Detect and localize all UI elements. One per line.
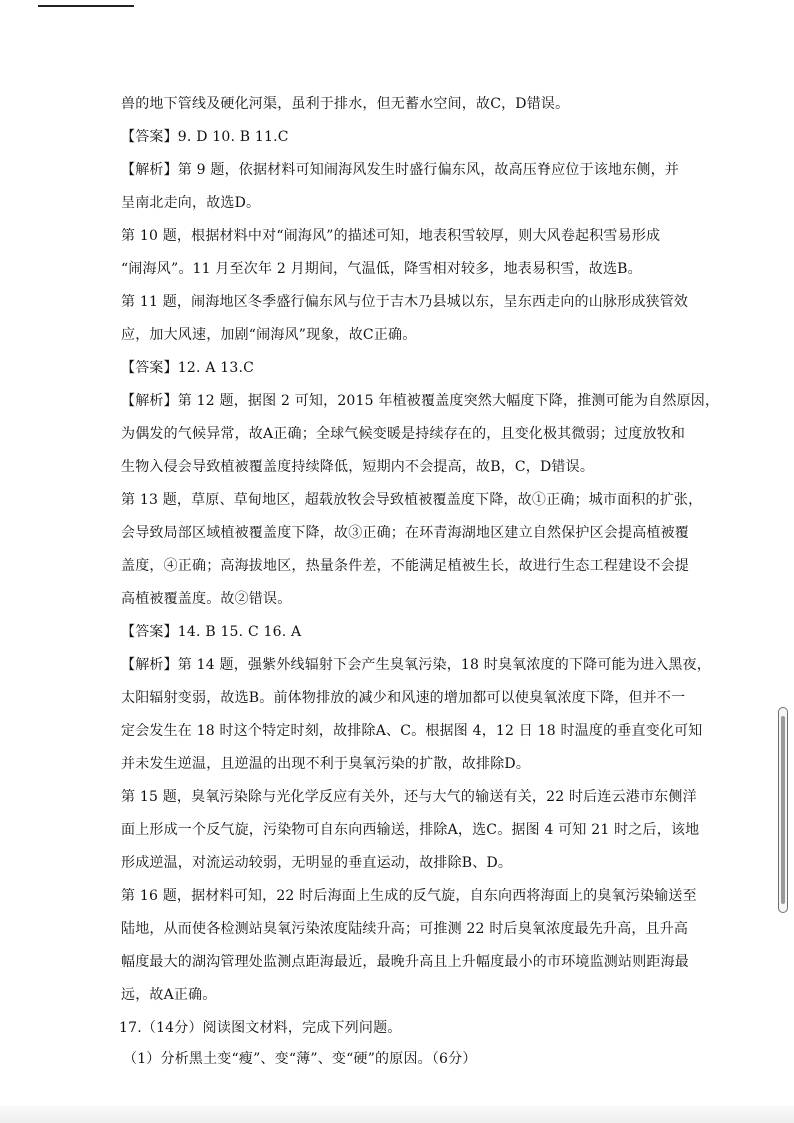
bottom-edge [0, 1105, 794, 1123]
text-line: 第 15 题，臭氧污染除与光化学反应有关外，还与大气的输送有关，22 时后连云港市东侧洋 [121, 789, 697, 805]
analysis-line: 【解析】第 14 题，强紫外线辐射下会产生臭氧污染，18 时臭氧浓度的下降可能为进入黑夜， [121, 657, 711, 673]
text-line: 并未发生逆温，且逆温的出现不利于臭氧污染的扩散，故排除D。 [121, 756, 531, 772]
text-line: 面上形成一个反气旋，污染物可自东向西输送，排除A，选C。据图 4 可知 21 时之后，该地 [121, 822, 700, 838]
text-line: 第 11 题，闹海地区冬季盛行偏东风与位于吉木乃县城以东，呈东西走向的山脉形成狭管效 [121, 294, 689, 310]
answer-line: 【答案】12. A 13.C [121, 360, 255, 376]
text-line: 应，加大风速，加剧“闹海风”现象，故C正确。 [121, 327, 417, 343]
text-line: 第 10 题，根据材料中对“闹海风”的描述可知，地表积雪较厚，则大风卷起积雪易形成 [121, 228, 661, 244]
text-line: 定会发生在 18 时这个特定时刻，故排除A、C。根据图 4，12 日 18 时温度的垂直变化可知 [121, 723, 703, 739]
text-line: “闹海风”。11 月至次年 2 月期间，气温低，降雪相对较多，地表易积雪，故选B。 [121, 261, 642, 277]
vertical-scrollbar[interactable] [778, 707, 788, 913]
text-line: 盖度，④正确；高海拔地区，热量条件差，不能满足植被生长，故进行生态工程建设不会提 [121, 558, 689, 574]
text-line: 兽的地下管线及硬化河渠，虽利于排水，但无蓄水空间，故C，D错误。 [121, 96, 570, 112]
analysis-line: 【解析】第 9 题，依据材料可知闹海风发生时盛行偏东风，故高压脊应位于该地东侧，并 [121, 162, 680, 178]
text-line: 第 13 题，草原、草甸地区，超载放牧会导致植被覆盖度下降，故①正确；城市面积的扩张， [121, 492, 703, 508]
analysis-line: 【解析】第 12 题，据图 2 可知，2015 年植被覆盖度突然大幅度下降，推测可能为自然原因， [121, 393, 720, 409]
header-rule [38, 5, 134, 7]
text-line: 高植被覆盖度。故②错误。 [121, 591, 292, 607]
text-line: 陆地，从而使各检测站臭氧污染浓度陆续升高；可推测 22 时后臭氧浓度最先升高，且升高 [121, 921, 689, 937]
question-17-heading: 17.（14分）阅读图文材料，完成下列问题。 [119, 1020, 402, 1036]
answer-content [119, 91, 720, 1073]
answer-line: 【答案】9. D 10. B 11.C [121, 129, 289, 145]
text-line: 生物入侵会导致植被覆盖度持续降低，短期内不会提高，故B，C，D错误。 [121, 459, 595, 475]
question-17-subquestion-1: （1）分析黑土变“瘦”、变“薄”、变“硬”的原因。（6分） [123, 1051, 477, 1067]
text-line: 太阳辐射变弱，故选B。前体物排放的减少和风速的增加都可以使臭氧浓度下降，但并不一 [121, 690, 686, 706]
text-line: 呈南北走向，故选D。 [121, 195, 261, 211]
text-line: 会导致局部区域植被覆盖度下降，故③正确；在环青海湖地区建立自然保护区会提高植被覆 [121, 525, 689, 541]
text-line: 为偶发的气候异常，故A正确；全球气候变暖是持续存在的，且变化极其微弱；过度放牧和 [121, 426, 686, 442]
text-line: 远，故A正确。 [121, 987, 217, 1003]
text-line: 形成逆温，对流运动较弱，无明显的垂直运动，故排除B、D。 [121, 855, 513, 871]
text-line: 幅度最大的湖沟管理处监测点距海最近，最晚升高且上升幅度最小的市环境监测站则距海最 [121, 954, 689, 970]
answer-line: 【答案】14. B 15. C 16. A [121, 624, 302, 640]
text-line: 第 16 题，据材料可知，22 时后海面上生成的反气旋，自东向西将海面上的臭氧污染输送至 [121, 888, 697, 904]
scrollbar-thumb[interactable] [781, 716, 785, 904]
